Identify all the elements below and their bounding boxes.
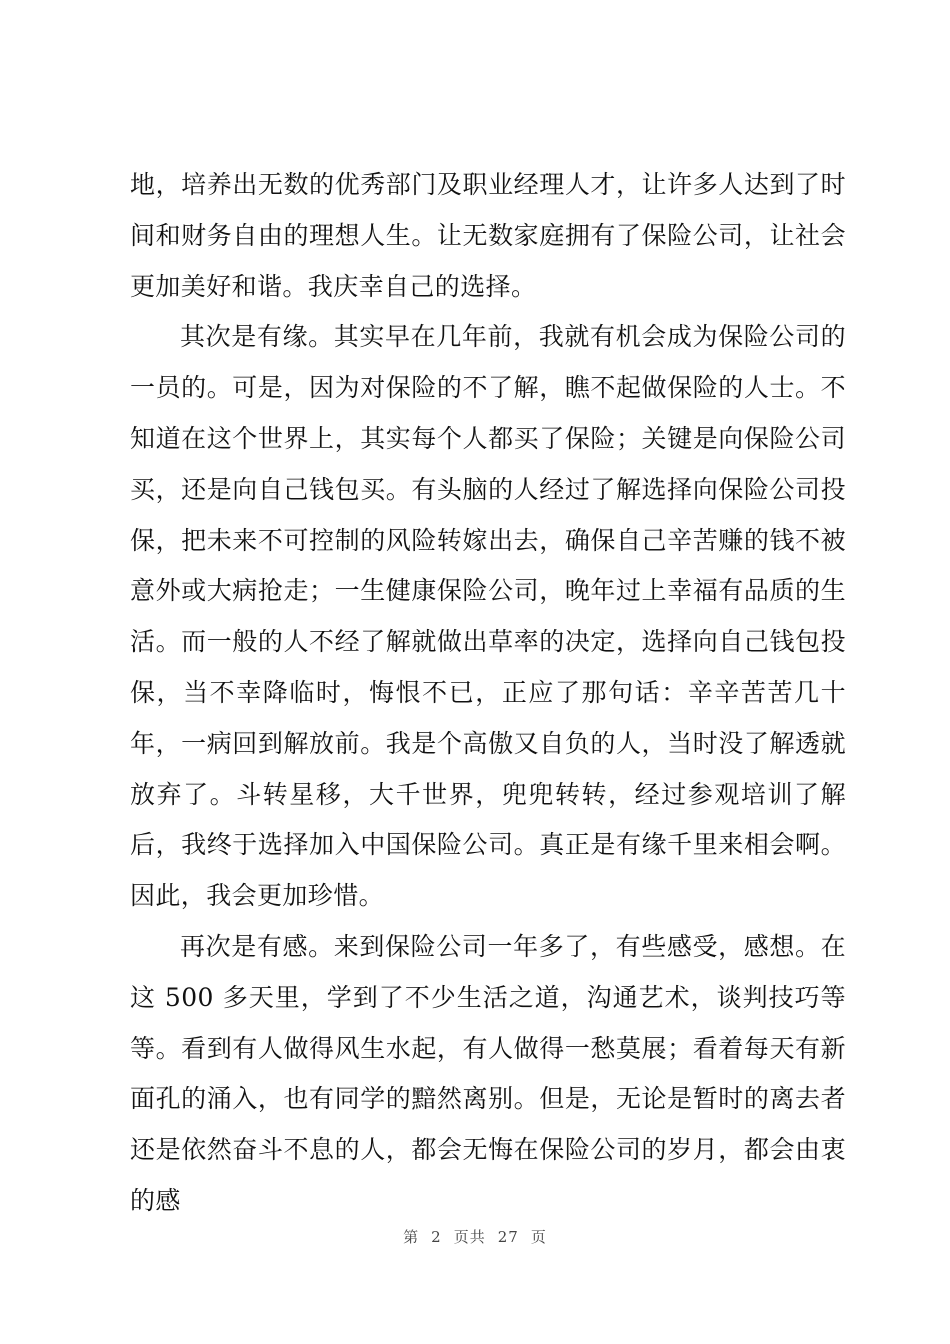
paragraph-fate: 其次是有缘。其实早在几年前，我就有机会成为保险公司的一员的。可是，因为对保险的不了解，瞧不起做保险的人士。不知道在这个世界上，其实每个人都买了保险；关键是向保险公司买，还是向自己钱包买。有头脑的人经过了解选择向保险公司投保，把未来不可控制的风险转嫁出去，确保自己辛苦赚的钱不被意外或大病抢走；一生健康保险公司，晚年过上幸福有品质的生活。而一般的人不经了解就做出草率的决定，选择向自己钱包投保，当不幸降临时，悔恨不已，正应了那句话：辛辛苦苦几十年，一病回到解放前。我是个高傲又自负的人，当时没了解透就放弃了。斗转星移，大千世界，兜兜转转，经过参观培训了解后，我终于选择加入中国保险公司。真正是有缘千里来相会啊。因此，我会更加珍惜。 [130,322,846,911]
footer-suffix: 页 [530,1228,547,1246]
paragraph-continuation: 地，培养出无数的优秀部门及职业经理人才，让许多人达到了时间和财务自由的理想人生。让无数家庭拥有了保险公司，让社会更加美好和谐。我庆幸自己的选择。 [130,170,846,301]
page-footer [0,1226,950,1247]
footer-current-page: 2 [431,1228,442,1246]
footer-total-pages: 27 [497,1228,519,1246]
paragraph-feelings: 再次是有感。来到保险公司一年多了，有些感受，感想。在这 500 多天里，学到了不少生活之道，沟通艺术，谈判技巧等等。看到有人做得风生水起，有人做得一愁莫展；看着每天有新面孔的涌入，也有同学的黯然离别。但是，无论是暂时的离去者还是依然奋斗不息的人，都会无悔在保险公司的岁月，都会由衷的感 [130,931,846,1215]
document-body [130,160,846,1227]
footer-prefix: 第 [403,1228,420,1246]
footer-middle: 页共 [453,1228,486,1246]
